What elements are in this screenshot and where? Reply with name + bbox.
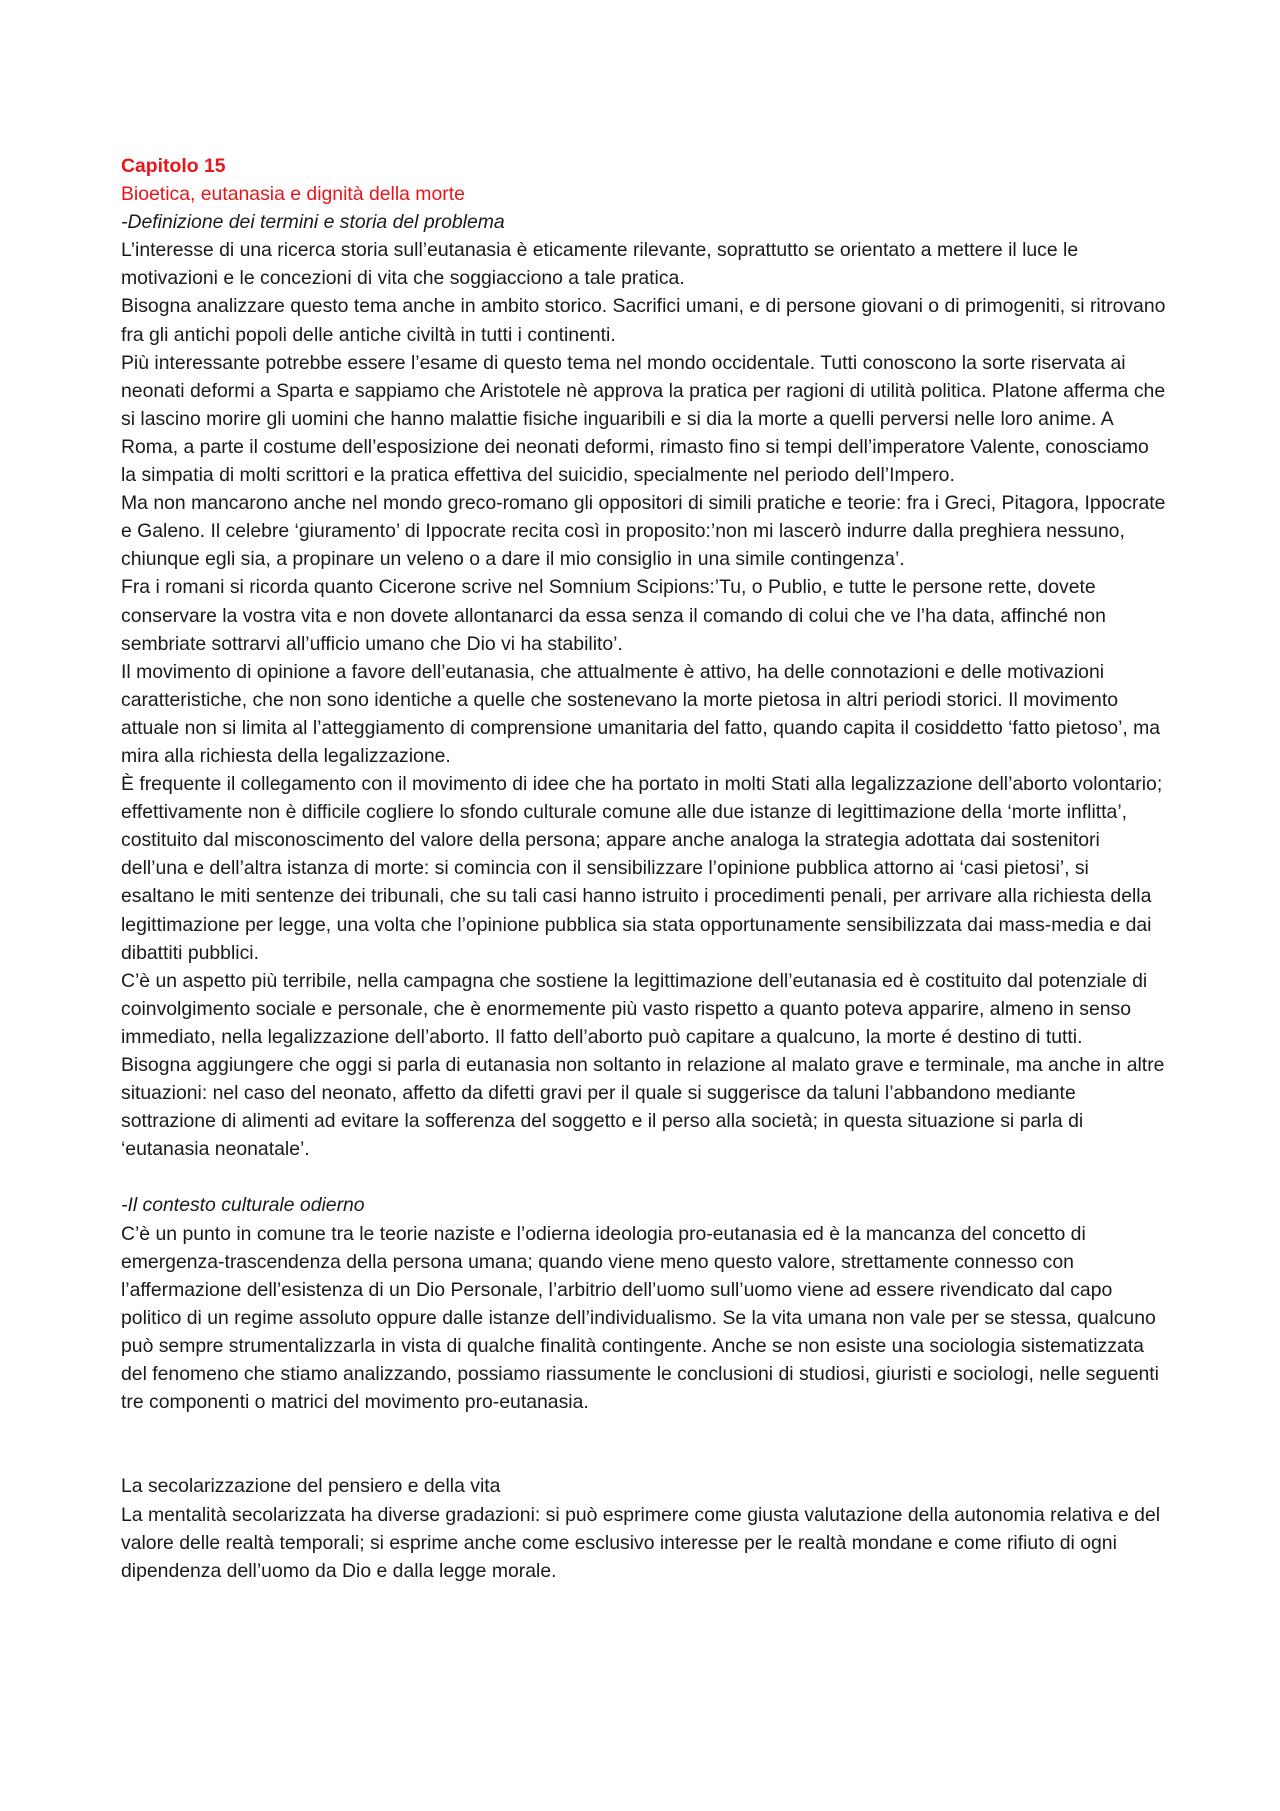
spacer	[121, 1163, 1166, 1191]
spacer	[121, 1416, 1166, 1472]
section-heading-definizione: -Definizione dei termini e storia del problema	[121, 211, 505, 234]
paragraph: C’è un aspetto più terribile, nella campagna che sostiene la legittimazione dell’eutanasia ed è costituito dal potenziale di coinvolgimento sociale e personale, che è enormemente più vasto rispetto a quanto poteva apparire, almeno in senso immediato, nella legalizzazione dell’aborto. Il fatto dell’aborto può capitare a qualcuno, la morte é destino di tutti.	[121, 969, 1148, 1048]
paragraph: Il movimento di opinione a favore dell’eutanasia, che attualmente è attivo, ha delle connotazioni e delle motivazioni caratteristiche, che non sono identiche a quelle che sostenevano la morte pietosa in altri periodi storici. Il movimento attuale non si limita al l’atteggiamento di comprensione umanitaria del fatto, quando capita il cosiddetto ‘fatto pietoso’, ma mira alla richiesta della legalizzazione.	[121, 660, 1161, 767]
paragraph: Bisogna aggiungere che oggi si parla di eutanasia non soltanto in relazione al malato grave e terminale, ma anche in altre situazioni: nel caso del neonato, affetto da difetti gravi per il quale si suggerisce da taluni l’abbandono mediante sottrazione di alimenti ad evitare la sofferenza del soggetto e il perso alla società; in questa situazione si parla di ‘eutanasia neonatale’.	[121, 1054, 1165, 1161]
paragraph: Fra i romani si ricorda quanto Cicerone scrive nel Somnium Scipions:’Tu, o Publio, e tutte le persone rette, dovete conservare la vostra vita e non dovete allontanarci da essa senza il comando di colui che ve l’ha data, affinché non sembriate sottrarvi all’ufficio umano che Dio vi ha stabilito’.	[121, 576, 1106, 655]
paragraph: Bisogna analizzare questo tema anche in ambito storico. Sacrifici umani, e di persone giovani o di primogeniti, si ritrovano fra gli antichi popoli delle antiche civiltà in tutti i continenti.	[121, 295, 1166, 346]
chapter-number: Capitolo 15	[121, 155, 226, 177]
paragraph: È frequente il collegamento con il movimento di idee che ha portato in molti Stati alla legalizzazione dell’aborto volontario; effettivamente non è difficile cogliere lo sfondo culturale comune alle due istanze di legittimazione della ‘morte inflitta’, costituito dal misconoscimento del valore della persona; appare anche analoga la strategia adottata dai sostenitori dell’una e dell’altra istanza di morte: si comincia con il sensibilizzare l’opinione pubblica attorno ai ‘casi pietosi’, si esaltano le miti sentenze dei tribunali, che su tali casi hanno istruito i procedimenti penali, per arrivare alla richiesta della legittimazione per legge, una volta che l’opinione pubblica sia stata opportunamente sensibilizzata dai mass-media e dai dibattiti pubblici.	[121, 773, 1163, 964]
paragraph: L’interesse di una ricerca storia sull’eutanasia è eticamente rilevante, soprattutto se orientato a mettere il luce le motivazioni e le concezioni di vita che soggiacciono a tale pratica.	[121, 239, 1079, 290]
paragraph: Più interessante potrebbe essere l’esame di questo tema nel mondo occidentale. Tutti conoscono la sorte riservata ai neonati deformi a Sparta e sappiamo che Aristotele nè approva la pratica per ragioni di utilità politica. Platone afferma che si lascino morire gli uomini che hanno malattie fisiche inguaribili e si dia la morte a quelli perversi nelle loro anime. A Roma, a parte il costume dell’esposizione dei neonati deformi, rimasto fino si tempi dell’imperatore Valente, conosciamo la simpatia di molti scrittori e la pratica effettiva del suicidio, specialmente nel periodo dell’Impero.	[121, 351, 1166, 487]
paragraph: La mentalità secolarizzata ha diverse gradazioni: si può esprimere come giusta valutazione della autonomia relativa e del valore delle realtà temporali; si esprime anche come esclusivo interesse per le realtà mondane e come rifiuto di ogni dipendenza dell’uomo da Dio e dalla legge morale.	[121, 1503, 1161, 1582]
paragraph: C’è un punto in comune tra le teorie naziste e l’odierna ideologia pro-eutanasia ed è la mancanza del concetto di emergenza-trascendenza della persona umana; quando viene meno questo valore, strettamente connesso con l’affermazione dell’esistenza di un Dio Personale, l’arbitrio dell’uomo sull’uomo viene ad essere rivendicato dal capo politico di un regime assoluto oppure dalle istanze dell’individualismo. Se la vita umana non vale per se stessa, qualcuno può sempre strumentalizzarla in vista di qualche finalità contingente. Anche se non esiste una sociologia sistematizzata del fenomeno che stiamo analizzando, possiamo riassumente le conclusioni di studiosi, giuristi e sociologi, nelle seguenti tre componenti o matrici del movimento pro-eutanasia.	[121, 1222, 1159, 1414]
chapter-title: Bioetica, eutanasia e dignità della morte	[121, 183, 465, 206]
paragraph: Ma non mancarono anche nel mondo greco-romano gli oppositori di simili pratiche e teorie: fra i Greci, Pitagora, Ippocrate e Galeno. Il celebre ‘giuramento’ di Ippocrate recita così in proposito:’non mi lascerò indurre dalla preghiera nessuno, chiunque egli sia, a propinare un veleno o a dare il mio consiglio in una simile contingenza’.	[121, 492, 1166, 571]
document-body	[121, 152, 1166, 1585]
section-heading-contesto: -Il contesto culturale odierno	[121, 1194, 365, 1217]
section-heading-secolarizzazione: La secolarizzazione del pensiero e della vita	[121, 1475, 501, 1498]
